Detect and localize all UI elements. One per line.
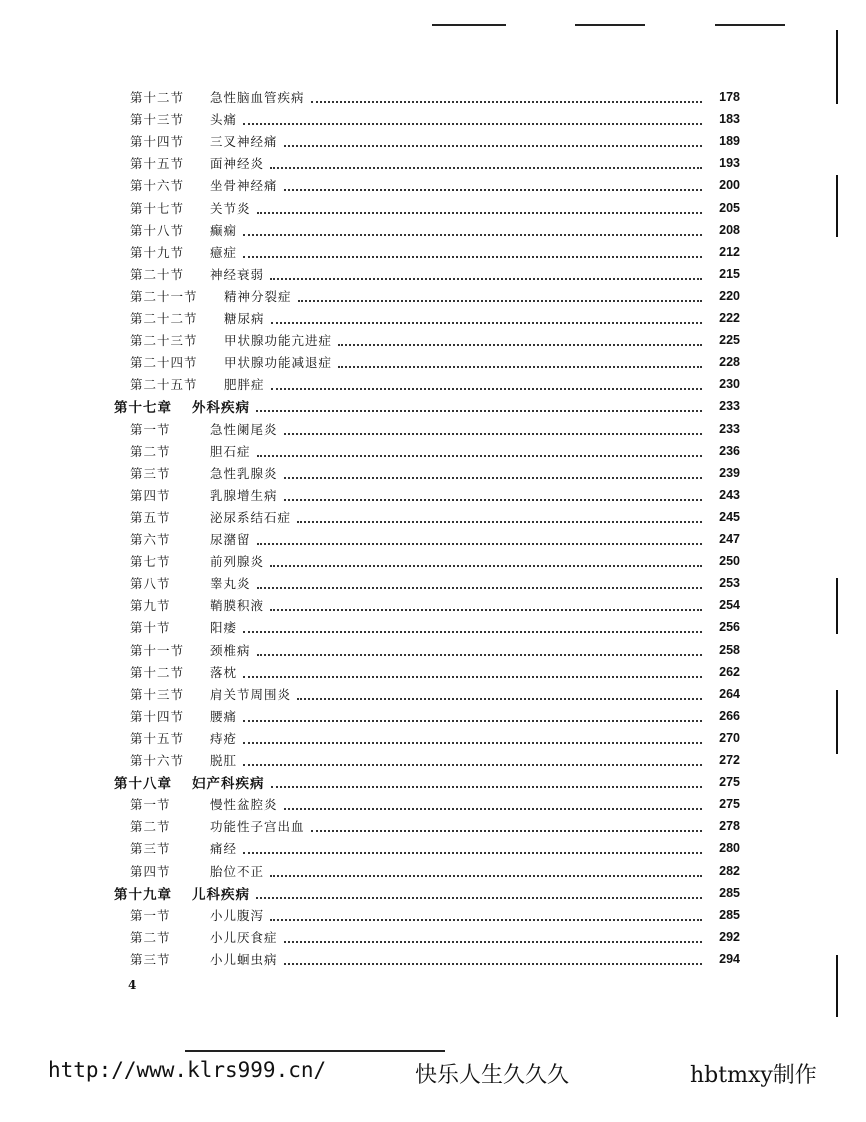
footer-site-name: 快乐人生久久久 — [415, 1063, 570, 1088]
toc-page-number: 225 — [719, 333, 740, 348]
toc-page-number: 236 — [719, 443, 740, 458]
toc-entry-title: 三叉神经痛 — [210, 134, 278, 150]
toc-leader-dots — [338, 366, 702, 368]
toc-entry-title: 脱肛 — [210, 753, 238, 768]
toc-entry-title: 甲状腺功能减退症 — [224, 355, 333, 371]
toc-entry-title: 痔疮 — [210, 730, 238, 746]
toc-page-number: 272 — [719, 753, 740, 767]
toc-leader-dots — [256, 897, 702, 899]
toc-section-row — [0, 572, 866, 594]
toc-section-label: 第十九节 — [130, 244, 185, 260]
toc-page-number: 292 — [719, 929, 740, 944]
toc-entry-title: 尿潴留 — [210, 532, 251, 547]
toc-leader-dots — [271, 322, 702, 324]
toc-page-number: 270 — [719, 730, 740, 745]
page-number: 4 — [128, 978, 137, 992]
toc-section-label: 第九节 — [130, 598, 171, 614]
toc-page-number: 228 — [719, 355, 740, 370]
toc-page-number: 254 — [719, 598, 740, 613]
toc-section-label: 第十四节 — [130, 708, 185, 724]
toc-section-label: 第二十四节 — [130, 355, 198, 371]
toc-entry-title: 落枕 — [210, 664, 238, 680]
toc-page-number: 275 — [719, 797, 740, 812]
toc-entry-title: 肩关节周围炎 — [210, 686, 292, 702]
toc-page-number: 208 — [719, 222, 740, 237]
toc-section-label: 第十三节 — [130, 112, 185, 128]
toc-section-row — [0, 462, 866, 484]
toc-section-label: 第二十一节 — [130, 288, 198, 304]
toc-leader-dots — [257, 543, 702, 545]
toc-section-label: 第十一节 — [130, 642, 185, 658]
toc-section-label: 第十二节 — [130, 90, 185, 105]
toc-leader-dots — [256, 410, 702, 412]
toc-page-number: 282 — [719, 863, 740, 878]
toc-leader-dots — [338, 344, 702, 346]
toc-entry-title: 癫痫 — [210, 222, 238, 238]
toc-section-label: 第二节 — [130, 819, 171, 835]
toc-entry-title: 神经衰弱 — [210, 266, 265, 282]
toc-section-row — [0, 594, 866, 616]
toc-section-label: 第七节 — [130, 554, 171, 570]
toc-section-row — [0, 418, 866, 440]
toc-leader-dots — [243, 234, 702, 236]
toc-entry-title: 外科疾病 — [192, 400, 250, 417]
toc-page-number: 178 — [719, 90, 740, 104]
toc-entry-title: 面神经炎 — [210, 156, 265, 172]
toc-entry-title: 儿科疾病 — [192, 886, 250, 903]
toc-section-label: 第四节 — [130, 863, 171, 879]
toc-entry-title: 妇产科疾病 — [192, 776, 265, 793]
toc-section-row — [0, 241, 866, 263]
toc-entry-title: 小儿腹泻 — [210, 907, 265, 923]
toc-chapter-label: 第十九章 — [114, 886, 172, 903]
toc-section-row — [0, 683, 866, 705]
toc-entry-title: 肥胖症 — [224, 377, 265, 393]
toc-section-label: 第一节 — [130, 421, 171, 437]
toc-section-label: 第二节 — [130, 443, 171, 459]
toc-page-number: 233 — [719, 399, 740, 414]
toc-page-number: 183 — [719, 112, 740, 127]
footer-credit: hbtmxy制作 — [690, 1063, 817, 1088]
toc-page-number: 285 — [719, 885, 740, 900]
toc-page-number: 239 — [719, 465, 740, 480]
toc-section-row — [0, 528, 866, 550]
toc-section-row — [0, 440, 866, 462]
toc-entry-title: 泌尿系结石症 — [210, 509, 292, 525]
scan-top-line-2 — [575, 24, 645, 26]
toc-leader-dots — [297, 521, 702, 523]
toc-section-label: 第二十三节 — [130, 333, 198, 349]
toc-leader-dots — [284, 189, 702, 191]
toc-section-label: 第十三节 — [130, 686, 185, 702]
toc-entry-title: 急性乳腺炎 — [210, 465, 278, 481]
toc-section-row — [0, 948, 866, 970]
scan-top-line-1 — [432, 24, 506, 26]
toc-leader-dots — [311, 101, 702, 103]
toc-leader-dots — [257, 455, 702, 457]
toc-section-row — [0, 815, 866, 837]
toc-entry-title: 乳腺增生病 — [210, 487, 278, 503]
toc-leader-dots — [243, 852, 702, 854]
toc-page-number: 230 — [719, 377, 740, 392]
toc-entry-title: 功能性子宫出血 — [210, 819, 305, 835]
toc-page-number: 247 — [719, 532, 740, 546]
toc-section-row — [0, 550, 866, 572]
footer-divider — [185, 1050, 445, 1052]
toc-section-label: 第一节 — [130, 797, 171, 813]
toc-section-row — [0, 219, 866, 241]
toc-entry-title: 胆石症 — [210, 443, 251, 459]
toc-leader-dots — [243, 676, 702, 678]
toc-entry-title: 慢性盆腔炎 — [210, 797, 278, 813]
toc-section-row — [0, 484, 866, 506]
toc-entry-title: 急性脑血管疾病 — [210, 90, 305, 105]
toc-page-number: 266 — [719, 708, 740, 723]
toc-leader-dots — [284, 963, 702, 965]
scan-top-line-3 — [715, 24, 785, 26]
toc-section-label: 第一节 — [130, 907, 171, 923]
toc-page-number: 212 — [719, 244, 740, 259]
toc-leader-dots — [257, 212, 702, 214]
toc-chapter-row — [0, 882, 866, 904]
toc-section-row — [0, 197, 866, 219]
toc-section-row — [0, 285, 866, 307]
toc-page-number: 243 — [719, 487, 740, 502]
toc-chapter-row — [0, 771, 866, 793]
toc-page-number: 233 — [719, 421, 740, 436]
toc-chapter-label: 第十八章 — [114, 776, 172, 793]
toc-page-number: 250 — [719, 554, 740, 569]
toc-leader-dots — [257, 587, 702, 589]
toc-page-number: 200 — [719, 178, 740, 193]
toc-leader-dots — [284, 145, 702, 147]
toc-section-label: 第三节 — [130, 465, 171, 481]
toc-leader-dots — [270, 919, 702, 921]
toc-section-row — [0, 373, 866, 395]
toc-entry-title: 糖尿病 — [224, 311, 265, 326]
toc-section-row — [0, 329, 866, 351]
toc-entry-title: 颈椎病 — [210, 642, 251, 658]
toc-page-number: 193 — [719, 156, 740, 171]
toc-chapter-label: 第十七章 — [114, 400, 172, 417]
toc-page-number: 256 — [719, 620, 740, 635]
toc-section-label: 第十节 — [130, 620, 171, 636]
toc-entry-title: 小儿厌食症 — [210, 929, 278, 945]
toc-section-label: 第五节 — [130, 509, 171, 525]
toc-section-label: 第十八节 — [130, 222, 185, 238]
toc-section-row — [0, 616, 866, 638]
toc-entry-title: 精神分裂症 — [224, 288, 292, 304]
toc-page-number: 220 — [719, 288, 740, 303]
toc-entry-title: 腰痛 — [210, 708, 238, 724]
toc-section-row — [0, 860, 866, 882]
toc-leader-dots — [284, 941, 702, 943]
toc-page-number: 205 — [719, 200, 740, 215]
toc-section-label: 第三节 — [130, 951, 171, 967]
toc-page-number: 258 — [719, 642, 740, 657]
toc-leader-dots — [270, 609, 702, 611]
toc-section-row — [0, 837, 866, 859]
toc-page-number: 294 — [719, 951, 740, 966]
toc-section-row — [0, 174, 866, 196]
toc-entry-title: 坐骨神经痛 — [210, 178, 278, 194]
toc-section-row — [0, 86, 866, 108]
toc-section-row — [0, 108, 866, 130]
toc-section-label: 第二十二节 — [130, 311, 198, 326]
footer-url: http://www.klrs999.cn/ — [48, 1058, 327, 1082]
toc-section-row — [0, 263, 866, 285]
toc-entry-title: 阳痿 — [210, 620, 238, 636]
toc-section-label: 第十五节 — [130, 156, 185, 172]
toc-page-number: 189 — [719, 134, 740, 149]
toc-section-label: 第四节 — [130, 487, 171, 503]
toc-leader-dots — [284, 477, 702, 479]
toc-page-number: 285 — [719, 907, 740, 922]
toc-chapter-row — [0, 395, 866, 417]
toc-entry-title: 睾丸炎 — [210, 576, 251, 592]
toc-leader-dots — [284, 433, 702, 435]
toc-section-label: 第十六节 — [130, 753, 185, 768]
toc-leader-dots — [243, 764, 702, 766]
toc-section-row — [0, 793, 866, 815]
watermark-footer — [0, 1058, 866, 1098]
toc-section-label: 第十七节 — [130, 200, 185, 216]
toc-entry-title: 急性阑尾炎 — [210, 421, 278, 437]
toc-leader-dots — [270, 167, 702, 169]
toc-leader-dots — [284, 499, 702, 501]
toc-leader-dots — [270, 278, 702, 280]
toc-section-row — [0, 904, 866, 926]
toc-section-label: 第十五节 — [130, 730, 185, 746]
toc-page-number: 262 — [719, 664, 740, 679]
toc-entry-title: 关节炎 — [210, 200, 251, 216]
toc-leader-dots — [243, 256, 702, 258]
toc-section-row — [0, 749, 866, 771]
toc-page-number: 253 — [719, 576, 740, 591]
toc-page-number: 278 — [719, 819, 740, 834]
toc-leader-dots — [311, 830, 702, 832]
toc-leader-dots — [297, 698, 702, 700]
toc-section-label: 第二节 — [130, 929, 171, 945]
toc-section-label: 第十二节 — [130, 664, 185, 680]
toc-section-row — [0, 639, 866, 661]
toc-leader-dots — [270, 875, 702, 877]
toc-leader-dots — [243, 742, 702, 744]
toc-section-row — [0, 152, 866, 174]
toc-section-label: 第三节 — [130, 841, 171, 857]
toc-section-label: 第二十五节 — [130, 377, 198, 393]
toc-leader-dots — [243, 123, 702, 125]
toc-entry-title: 胎位不正 — [210, 863, 265, 879]
toc-section-row — [0, 130, 866, 152]
toc-entry-title: 痛经 — [210, 841, 238, 857]
toc-leader-dots — [284, 808, 702, 810]
toc-section-label: 第十四节 — [130, 134, 185, 150]
toc-leader-dots — [298, 300, 702, 302]
toc-page-number: 280 — [719, 841, 740, 856]
toc-leader-dots — [243, 720, 702, 722]
toc-entry-title: 甲状腺功能亢进症 — [224, 333, 333, 349]
toc-leader-dots — [271, 388, 702, 390]
toc-section-row — [0, 926, 866, 948]
toc-entry-title: 癔症 — [210, 244, 238, 260]
toc-section-row — [0, 727, 866, 749]
toc-section-row — [0, 351, 866, 373]
toc-section-label: 第十六节 — [130, 178, 185, 194]
toc-leader-dots — [271, 786, 703, 788]
toc-section-row — [0, 506, 866, 528]
toc-leader-dots — [243, 631, 702, 633]
toc-leader-dots — [270, 565, 702, 567]
toc-entry-title: 小儿蛔虫病 — [210, 951, 278, 967]
toc-section-label: 第六节 — [130, 532, 171, 547]
toc-page-number: 245 — [719, 509, 740, 524]
toc-page-number: 222 — [719, 311, 740, 325]
toc-section-label: 第八节 — [130, 576, 171, 592]
toc-section-row — [0, 705, 866, 727]
toc-page-number: 264 — [719, 686, 740, 701]
toc-page-number: 275 — [719, 775, 740, 790]
toc-section-row — [0, 307, 866, 329]
toc-entry-title: 头痛 — [210, 112, 238, 128]
toc-page-number: 215 — [719, 266, 740, 281]
toc-entry-title: 鞘膜积液 — [210, 598, 265, 614]
toc-section-label: 第二十节 — [130, 266, 185, 282]
toc-entry-title: 前列腺炎 — [210, 554, 265, 570]
toc-leader-dots — [257, 654, 702, 656]
toc-section-row — [0, 661, 866, 683]
